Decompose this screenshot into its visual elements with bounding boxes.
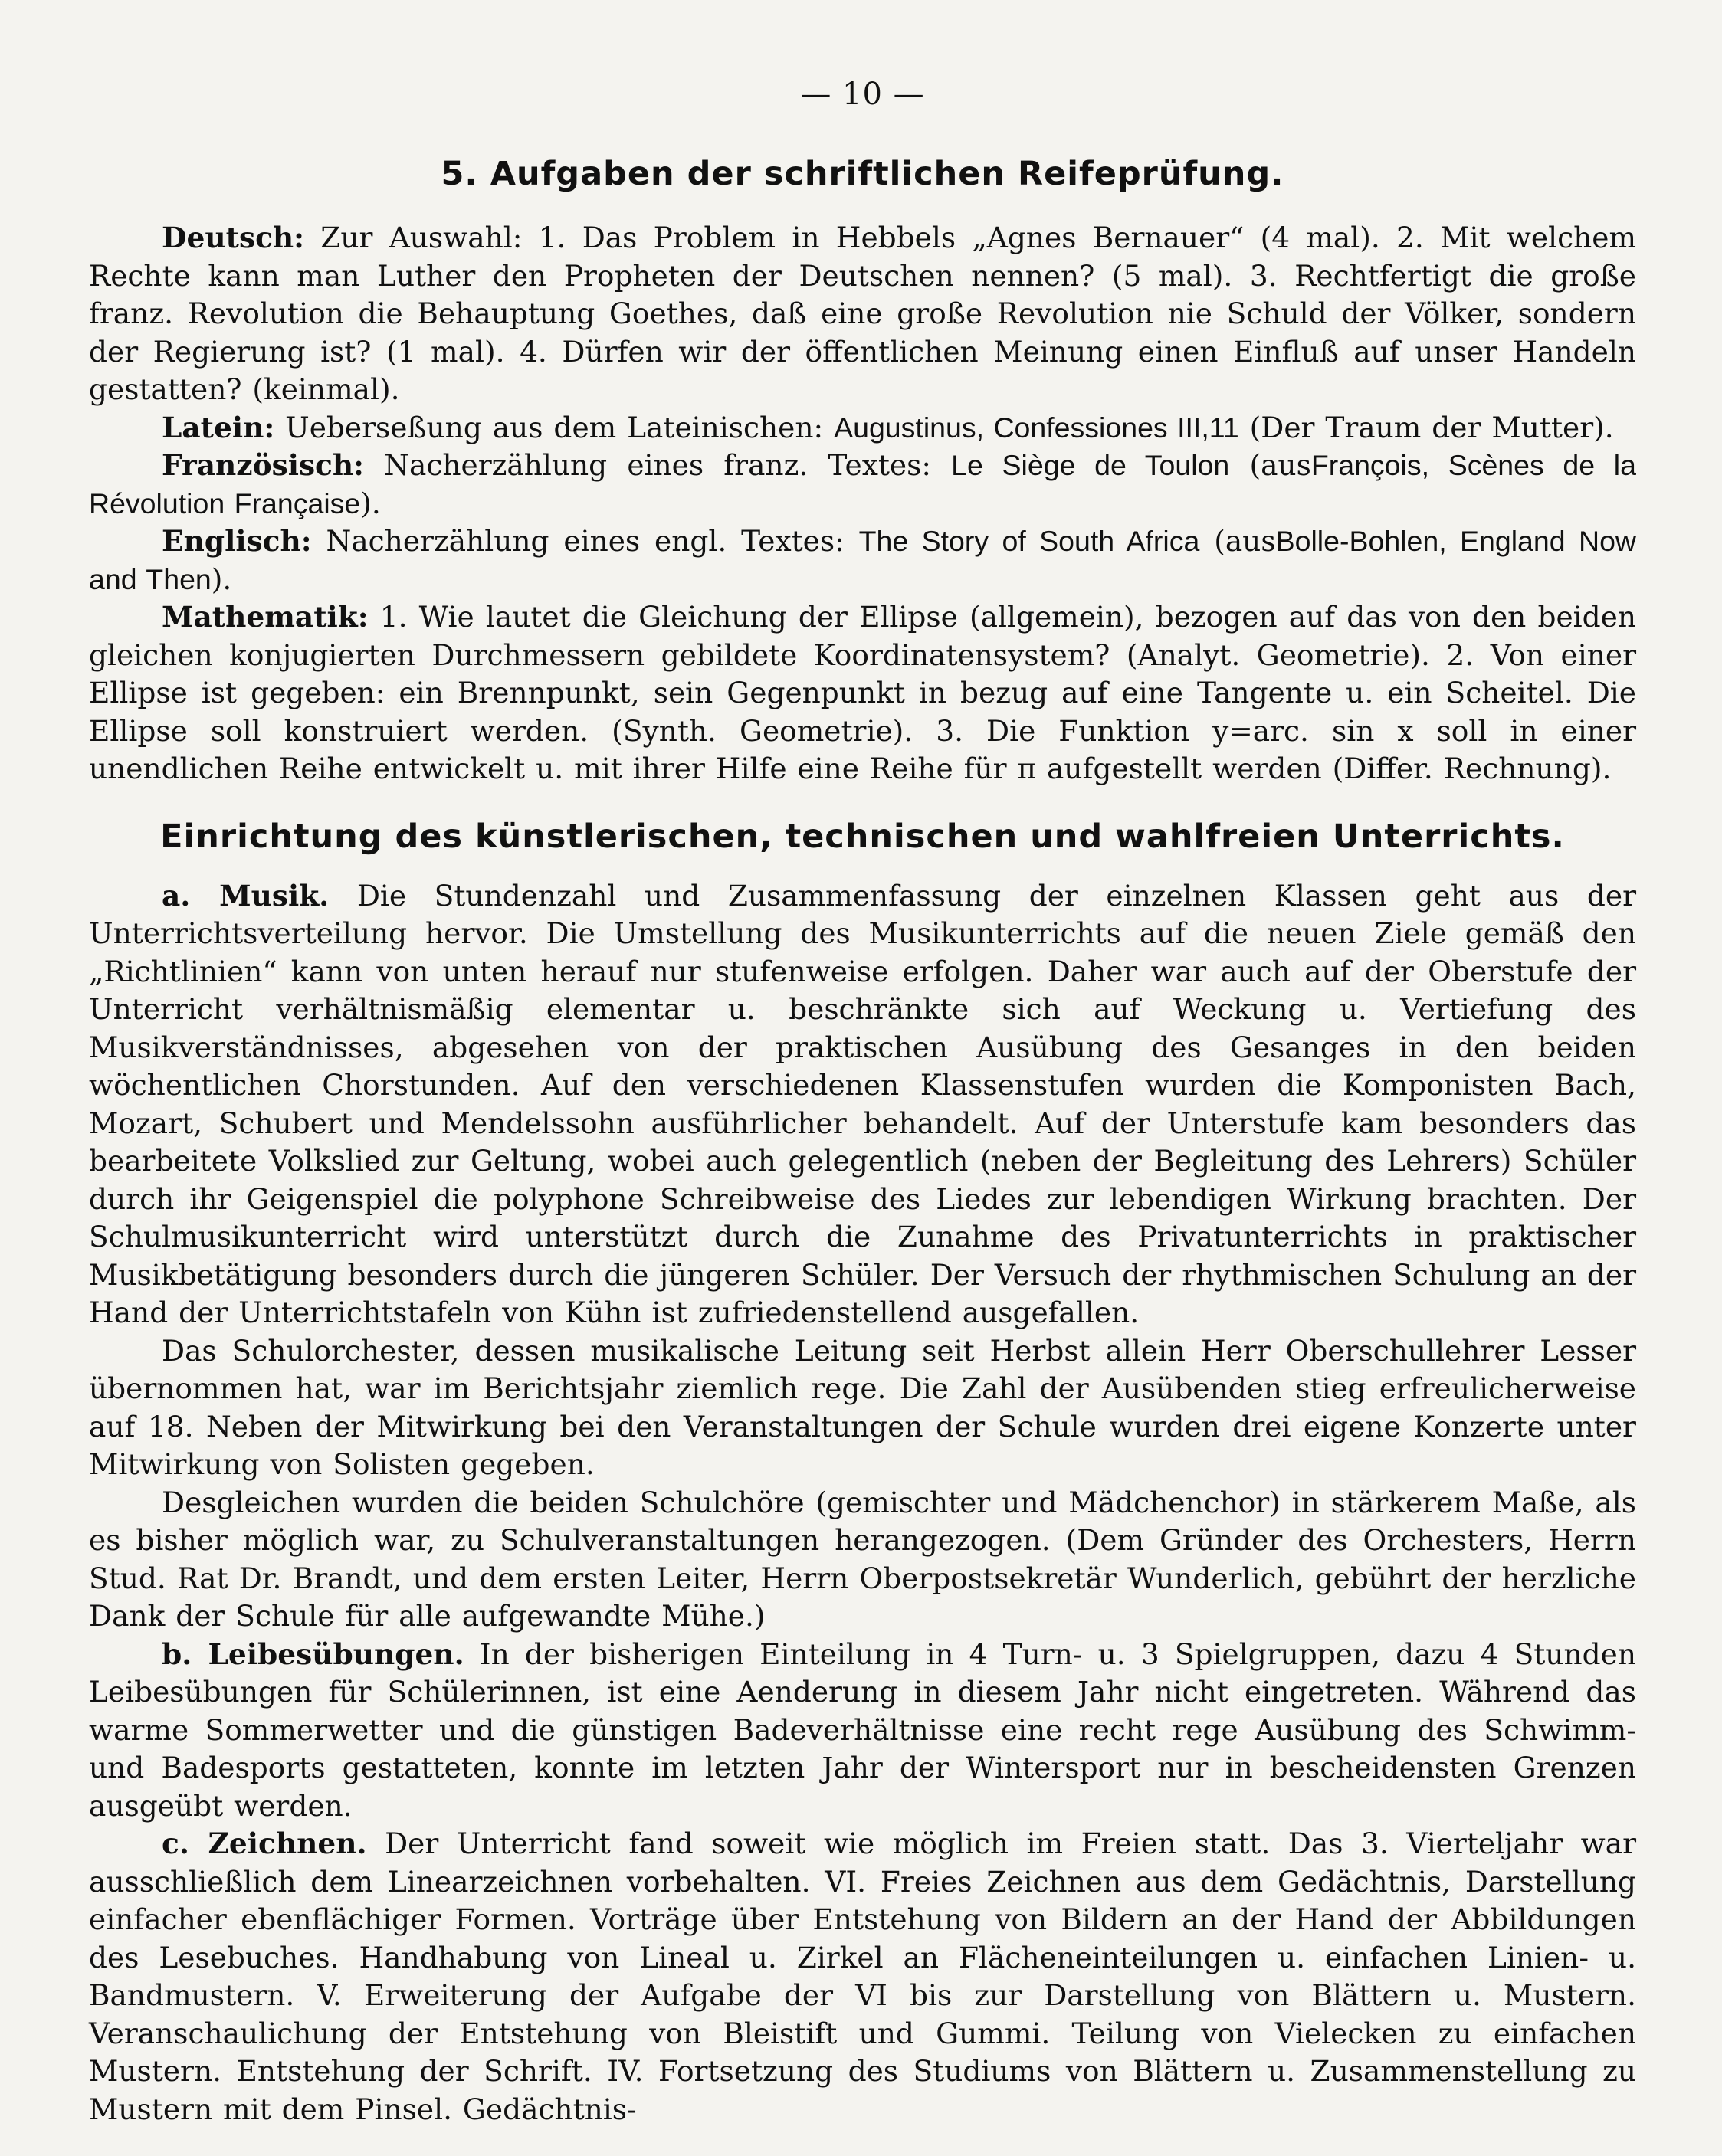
latein-paragraph: [89, 409, 1636, 447]
englisch-paragraph: [89, 523, 1636, 598]
leibesuebungen-text: In der bisherigen Einteilung in 4 Turn- u. 3 Spielgruppen, dazu 4 Stunden Leibesübungen für Schülerinnen, ist eine Aenderung in diesem Jahr nicht eingetreten. Während das warme Sommerwetter und die günstigen Badeverhältnisse eine recht rege Ausübung des Schwimm- und Badesports gestatteten, konnte im letzten Jahr der Wintersport nur in bescheidensten Grenzen ausgeübt werden.: [89, 1637, 1636, 1823]
franzoesisch-paragraph: [89, 447, 1636, 523]
englisch-text-pre: Nacherzählung eines engl. Textes:: [326, 524, 845, 558]
deutsch-label: Deutsch:: [162, 221, 305, 254]
mathematik-paragraph: [89, 598, 1636, 788]
mathematik-label: Mathematik:: [162, 600, 369, 634]
franzoesisch-title: Le Siège de Toulon: [951, 449, 1230, 481]
latein-source: Augustinus, Confessiones III,11: [834, 411, 1239, 444]
deutsch-text: Zur Auswahl: 1. Das Problem in Hebbels „Agnes Bernauer“ (4 mal). 2. Mit welchem Rechte kann man Luther den Propheten der Deutschen nennen? (5 mal). 3. Rechtfertigt die große franz. Revolution die Behauptung Goethes, daß eine große Revolution nie Schuld der Völker, sondern der Regierung ist? (1 mal). 4. Dürfen wir der öffentlichen Meinung einen Einfluß auf unser Handeln gestatten? (keinmal).: [89, 221, 1637, 406]
franzoesisch-label: Französisch:: [162, 448, 365, 482]
englisch-text-mid: (aus: [1214, 524, 1276, 558]
musik-paragraph-3: Desgleichen wurden die beiden Schulchöre (gemischter und Mädchenchor) in stärkerem Maße, als es bisher möglich war, zu Schulveranstaltungen herangezogen. (Dem Gründer des Orchesters, Herrn Stud. Rat Dr. Brandt, und dem ersten Leiter, Herrn Oberpostsekretär Wunderlich, gebührt der herzliche Dank der Schule für alle aufgewandte Mühe.): [89, 1485, 1636, 1633]
musik-text-1: Die Stundenzahl und Zusammenfassung der einzelnen Klassen geht aus der Unterrichtsverteilung hervor. Die Umstellung des Musikunterrichts auf die neuen Ziele gemäß den „Richtlinien“ kann von unten herauf nur stufenweise erfolgen. Daher war auch auf der Oberstufe der Unterricht verhältnismäßig elementar u. beschränkte sich auf Weckung u. Vertiefung des Musikverständnisses, abgesehen von der praktischen Ausübung des Gesanges in den beiden wöchentlichen Chorstunden. Auf den verschiedenen Klassenstufen wurden die Komponisten Bach, Mozart, Schubert und Mendelssohn ausführlicher behandelt. Auf der Unterstufe kam besonders das bearbeitete Volkslied zur Geltung, wobei auch gelegentlich (neben der Begleitung des Lehrers) Schüler durch ihr Geigenspiel die polyphone Schreibweise des Liedes zur lebendigen Wirkung brachten. Der Schulmusikunterricht wird unterstützt durch die Zunahme des Privatunterrichts in praktischer Musikbetätigung besonders durch die jüngeren Schüler. Der Versuch der rhythmischen Schulung an der Hand der Unterrichtstafeln von Kühn ist zufriedenstellend ausgefallen.: [89, 878, 1636, 1329]
zeichnen-text: Der Unterricht fand soweit wie möglich im Freien statt. Das 3. Vierteljahr war ausschließlich dem Linearzeichnen vorbehalten. VI. Freies Zeichnen aus dem Gedächtnis, Darstellung einfacher ebenflächiger Formen. Vorträge über Entstehung von Bildern an der Hand der Abbildungen des Lesebuches. Handhabung von Lineal u. Zirkel an Flächeneinteilungen u. einfachen Linien- u. Bandmustern. V. Erweiterung der Aufgabe der VI bis zur Darstellung von Blättern u. Mustern. Veranschaulichung der Entstehung von Bleistift und Gummi. Teilung von Vielecken zu einfachen Mustern. Entstehung der Schrift. IV. Fortsetzung des Studiums von Blättern u. Zusammenstellung zu Mustern mit dem Pinsel. Gedächtnis-: [89, 1827, 1637, 2126]
zeichnen-paragraph: [89, 1825, 1636, 2128]
franzoesisch-text-pre: Nacherzählung eines franz. Textes:: [384, 448, 931, 482]
latein-label: Latein:: [162, 410, 275, 444]
zeichnen-label: c. Zeichnen.: [162, 1827, 367, 1860]
leibesuebungen-paragraph: [89, 1636, 1636, 1826]
franzoesisch-source: François, Scènes de la Révolution Française: [89, 449, 1636, 519]
musik-paragraph-2: Das Schulorchester, dessen musikalische Leitung seit Herbst allein Herr Oberschullehrer Lesser übernommen hat, war im Berichtsjahr ziemlich rege. Die Zahl der Ausübenden stieg erfreulicherweise auf 18. Neben der Mitwirkung bei den Veranstaltungen der Schule wurden drei eigene Konzerte unter Mitwirkung von Solisten gegeben.: [89, 1333, 1636, 1481]
einrichtung-title: Einrichtung des künstlerischen, technischen und wahlfreien Unterrichts.: [160, 817, 1565, 856]
franzoesisch-text-post: ).: [360, 486, 381, 520]
englisch-text-post: ).: [211, 562, 232, 596]
section-5-title: 5. Aufgaben der schriftlichen Reifeprüfung.: [441, 155, 1284, 193]
mathematik-text: 1. Wie lautet die Gleichung der Ellipse (allgemein), bezogen auf das von den beiden gleichen konjugierten Durchmessern gebildete Koordinatensystem? (Analyt. Geometrie). 2. Von einer Ellipse ist gegeben: ein Brennpunkt, sein Gegenpunkt in bezug auf eine Tangente u. ein Scheitel. Die Ellipse soll konstruiert werden. (Synth. Geometrie). 3. Die Funktion y=arc. sin x soll in einer unendlichen Reihe entwickelt u. mit ihrer Hilfe eine Reihe für π aufgestellt werden (Differ. Rechnung).: [89, 600, 1636, 785]
page-number: — 10 —: [800, 77, 925, 112]
franzoesisch-text-mid: (aus: [1249, 448, 1311, 482]
latein-text-pre: Ueberseßung aus dem Lateinischen:: [285, 410, 824, 444]
latein-text-post: (Der Traum der Mutter).: [1249, 410, 1614, 444]
deutsch-paragraph: [89, 219, 1636, 409]
leibesuebungen-label: b. Leibesübungen.: [162, 1637, 464, 1671]
englisch-label: Englisch:: [162, 524, 312, 558]
musik-paragraph-1: [89, 877, 1636, 1332]
englisch-source: Bolle-Bohlen, England Now and Then: [89, 525, 1637, 595]
musik-label: a. Musik.: [162, 878, 330, 913]
englisch-title: The Story of South Africa: [858, 525, 1200, 557]
